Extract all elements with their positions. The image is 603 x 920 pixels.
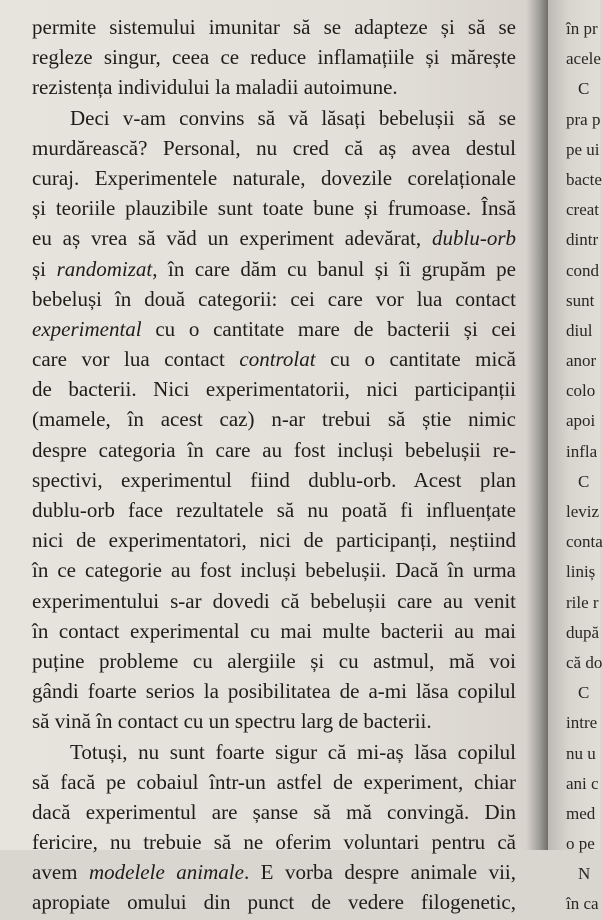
text-run: . E vorba despre animale vii, — [243, 860, 516, 885]
text-line — [32, 435, 516, 465]
text-line — [32, 163, 516, 193]
text-line — [32, 374, 516, 404]
text-run: care vor lua contact — [32, 347, 240, 372]
right-page-fragment: C — [578, 79, 590, 99]
text-run: Deci v-am convins să vă lăsați bebelușii să se — [70, 105, 516, 130]
text-run: experimentului s-ar dovedi că bebelușii care au venit — [32, 588, 516, 613]
text-line — [32, 254, 516, 284]
text-line — [32, 887, 516, 917]
right-page-fragment: apoi — [566, 411, 596, 431]
text-run: apropiate omului din punct de vedere filogenetic, — [32, 890, 516, 915]
text-line — [32, 676, 516, 706]
body-text — [32, 12, 516, 918]
text-run: eu aș vrea să văd un experiment adevărat, — [32, 226, 432, 251]
right-page-fragment: colo — [566, 381, 596, 401]
right-page-fragment: bacte — [566, 169, 602, 189]
text-line — [32, 344, 516, 374]
text-line — [32, 586, 516, 616]
right-page-fragment: conta — [566, 532, 603, 552]
text-run: și teoriile plauzibile sunt toate bune și frumoase. Însă — [32, 196, 516, 221]
text-line — [32, 465, 516, 495]
text-line — [32, 797, 516, 827]
right-page-fragment: intre — [566, 713, 598, 733]
text-line — [32, 555, 516, 585]
text-line — [32, 133, 516, 163]
text-line — [32, 72, 516, 102]
right-page-fragment: anor — [566, 351, 597, 371]
text-line — [32, 404, 516, 434]
right-page-fragment: N — [578, 864, 591, 884]
text-run: și — [32, 256, 57, 281]
right-page-fragment: în pr — [566, 19, 598, 38]
text-run: murdărească? Personal, nu cred că aș avea destul — [32, 135, 516, 160]
text-run: în contact experimental cu mai multe bacterii au mai — [32, 618, 516, 643]
right-page-fragment: creat — [566, 200, 600, 220]
text-line — [32, 284, 516, 314]
text-line — [32, 827, 516, 857]
text-line — [32, 193, 516, 223]
text-line — [32, 857, 516, 887]
italic-term: experimental — [32, 316, 142, 341]
right-page-fragment: cond — [566, 260, 600, 280]
right-page-fragment: med — [566, 803, 596, 823]
italic-term: modelele animale — [88, 860, 244, 885]
right-page-fragment: pra p — [566, 109, 601, 129]
text-line — [32, 706, 516, 736]
text-run: (mamele, în acest caz) n-ar trebui să știe nimic — [32, 407, 516, 432]
text-run: puține probleme cu alergiile și cu astmul, mă voi — [32, 648, 516, 673]
right-page-fragment: după — [566, 622, 600, 642]
right-page-text — [566, 14, 603, 920]
text-line — [32, 314, 516, 344]
right-page-fragment: în ca — [566, 894, 599, 914]
right-page-fragment: infla — [566, 441, 598, 461]
right-page-fragment: acele — [566, 49, 601, 69]
italic-term: dublu-orb — [432, 226, 516, 251]
text-line — [32, 525, 516, 555]
italic-term: controlat — [239, 347, 316, 372]
right-page-fragment: pe ui — [566, 139, 600, 159]
text-run: fericire, nu trebuie să ne oferim voluntari pentru că — [32, 830, 516, 855]
text-run: nici de experimentatori, nici de participanți, neștiind — [32, 528, 516, 553]
text-run: în ce categorie au fost incluși bebelușii. Dacă în urma — [32, 558, 516, 583]
text-line — [32, 42, 516, 72]
right-page-fragment: rile r — [566, 592, 599, 612]
right-page-fragment: leviz — [566, 502, 600, 521]
text-run: să vină în contact cu un spectru larg de bacterii. — [32, 709, 432, 734]
right-page-fragment: nu u — [566, 743, 596, 763]
text-line — [32, 737, 516, 767]
right-page-fragment: o pe — [566, 834, 595, 854]
text-line — [32, 223, 516, 253]
text-run: , în care dăm cu banul și îi grupăm pe — [152, 256, 516, 281]
right-page-fragment: diul — [566, 320, 593, 340]
right-page-fragment: că do — [566, 652, 603, 672]
book-gutter — [526, 0, 550, 850]
text-run: despre categoria în care au fost incluși bebelușii re- — [32, 437, 516, 462]
text-run: Totuși, nu sunt foarte sigur că mi-aș lăsa copilul — [70, 739, 516, 764]
text-line — [32, 646, 516, 676]
text-line — [32, 103, 516, 133]
text-run: rezistența individului la maladii autoimune. — [32, 75, 398, 100]
text-line — [32, 495, 516, 525]
text-line — [32, 767, 516, 797]
right-page-fragment: ani c — [566, 773, 599, 793]
text-run: permite sistemului imunitar să se adapteze și să se — [32, 15, 516, 39]
text-run: gândi foarte serios la posibilitatea de a-mi lăsa copilul — [32, 679, 516, 704]
text-run: dacă experimentul are șanse să mă convingă. Din — [32, 799, 516, 824]
text-run: să facă pe cobaiul într-un astfel de experiment, chiar — [32, 769, 516, 794]
right-page-fragment: C — [578, 683, 590, 703]
text-line — [32, 12, 516, 42]
right-page-fragment: dintr — [566, 230, 599, 250]
right-page-fragment: C — [578, 471, 590, 491]
text-run: cu o cantitate mare de bacterii și cei — [141, 316, 516, 341]
text-run: de bacterii. Nici experimentatorii, nici participanții — [32, 377, 516, 402]
text-run: bebeluși în două categorii: cei care vor lua contact — [32, 286, 516, 311]
italic-term: randomizat — [56, 256, 153, 281]
text-run: curaj. Experimentele naturale, dovezile corelaționale — [32, 165, 516, 190]
text-run: dublu-orb face rezultatele să nu poată fi influențate — [32, 498, 516, 522]
text-run: cu o cantitate mică — [315, 347, 516, 372]
text-run: spectivi, experimentul fiind dublu-orb. Acest plan — [32, 467, 516, 492]
text-line — [32, 616, 516, 646]
text-run: regleze singur, ceea ce reduce inflamațiile și mărește — [32, 45, 516, 70]
right-page-fragment: sunt — [566, 290, 595, 310]
text-run: avem — [32, 860, 89, 885]
right-page-fragment: liniș — [566, 562, 596, 582]
